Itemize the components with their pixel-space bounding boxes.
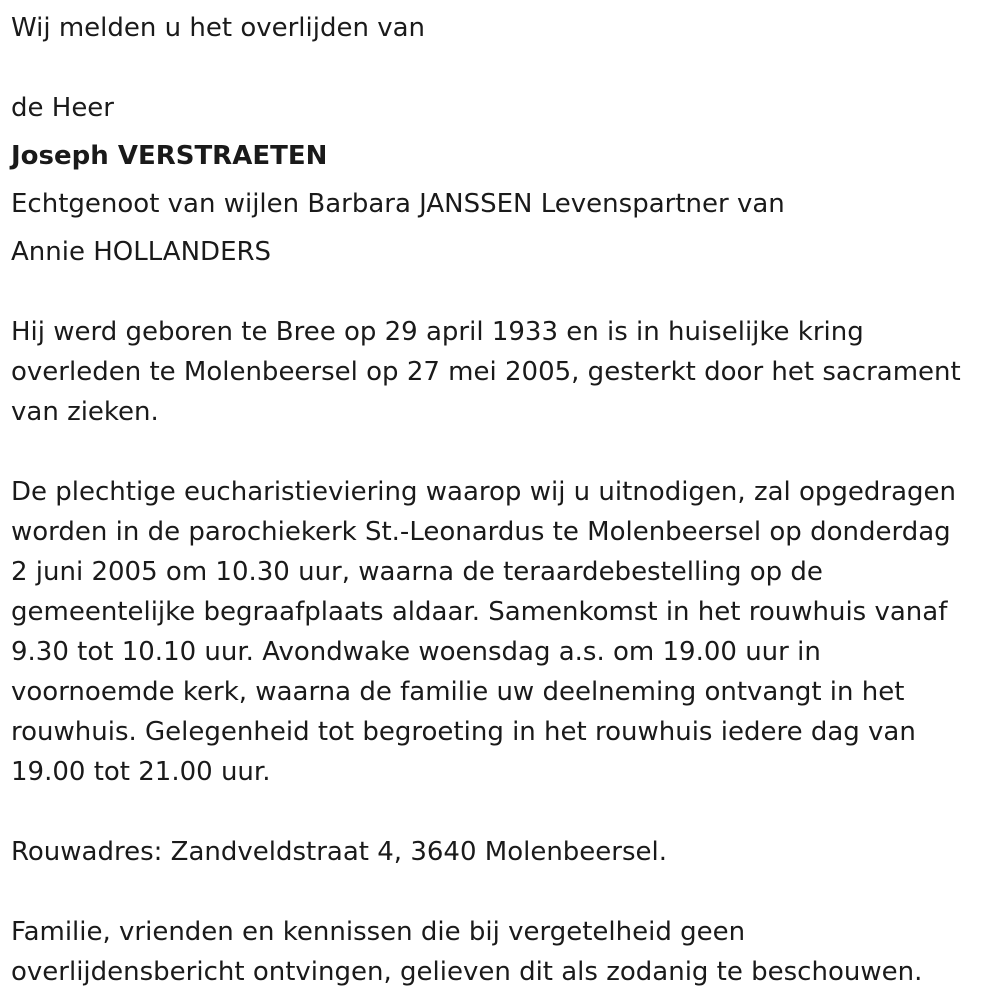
closing-line: Familie, vrienden en kennissen die bij vergetelheid geen [11,917,746,947]
service-line: rouwhuis. Gelegenheid tot begroeting in het rouwhuis iedere dag van [11,717,916,747]
service-line: 9.30 tot 10.10 uur. Avondwake woensdag a.s. om 19.00 uur in [11,637,821,667]
service-line: gemeentelijke begraafplaats aldaar. Samenkomst in het rouwhuis vanaf [11,597,948,627]
birth-death-line: overleden te Molenbeersel op 27 mei 2005, gesterkt door het sacrament [11,357,961,387]
birth-death-line: Hij werd geboren te Bree op 29 april 1933 en is in huiselijke kring [11,317,864,347]
closing-line: overlijdensbericht ontvingen, gelieven dit als zodanig te beschouwen. [11,957,923,987]
honorific-title: de Heer [11,93,114,123]
service-paragraph [11,472,956,792]
relation-line-2: Annie HOLLANDERS [11,237,272,267]
birth-death-line: van zieken. [11,397,159,427]
service-line: worden in de parochiekerk St.-Leonardus te Molenbeersel op donderdag [11,517,951,547]
service-line: De plechtige eucharistieviering waarop wij u uitnodigen, zal opgedragen [11,477,957,507]
service-line: voornoemde kerk, waarna de familie uw deelneming ontvangt in het [11,677,905,707]
closing-paragraph [11,912,922,992]
service-line: 19.00 tot 21.00 uur. [11,757,271,787]
intro-line: Wij melden u het overlijden van [11,13,426,43]
relation-line-1: Echtgenoot van wijlen Barbara JANSSEN Levenspartner van [11,189,785,219]
deceased-name: Joseph VERSTRAETEN [11,141,328,171]
mourning-address: Rouwadres: Zandveldstraat 4, 3640 Molenbeersel. [11,837,668,867]
service-line: 2 juni 2005 om 10.30 uur, waarna de teraardebestelling op de [11,557,823,587]
birth-death-paragraph [11,312,961,432]
